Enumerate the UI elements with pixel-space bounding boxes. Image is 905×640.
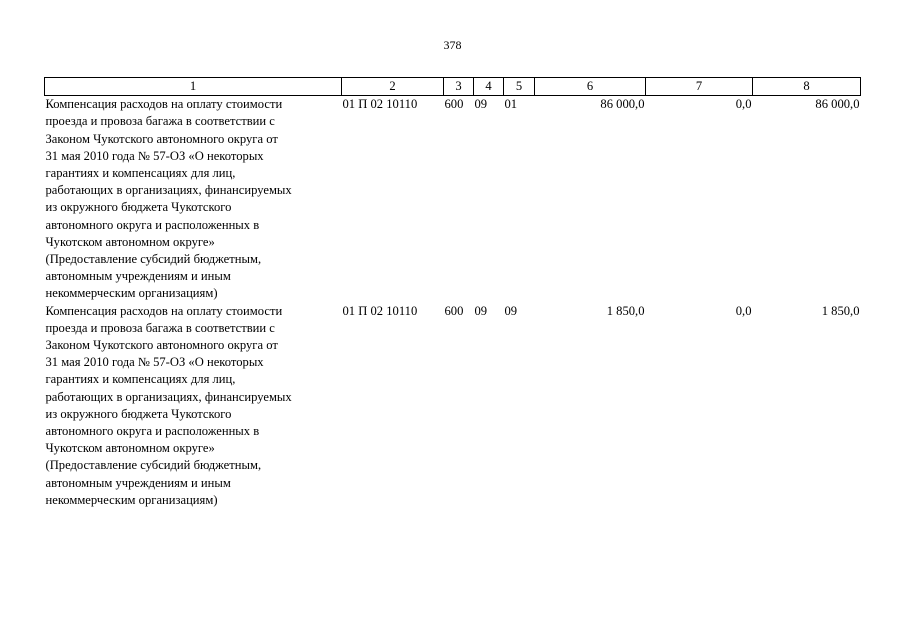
header-col-8: 8: [753, 78, 861, 96]
col-6-amount: 1 850,0: [606, 303, 645, 318]
name-line: некоммерческим организациям): [45, 286, 218, 301]
name-line: автономного округа и расположенных в: [45, 217, 260, 232]
name-line: работающих в организациях, финансируемых: [45, 389, 292, 404]
col-5-cell: 01: [504, 97, 518, 112]
page-number: 378: [443, 38, 462, 52]
col-3-cell: 600: [444, 97, 464, 112]
name-line: проезда и провоза багажа в соответствии с: [45, 114, 275, 129]
budget-table: [44, 77, 861, 509]
name-line: Компенсация расходов на оплату стоимости: [45, 303, 283, 318]
col-4-cell: 09: [474, 97, 488, 112]
name-line: Чукотском автономном округе»: [45, 441, 215, 456]
name-line: Компенсация расходов на оплату стоимости: [45, 97, 283, 112]
name-line: Законом Чукотского автономного округа от: [45, 338, 278, 353]
table-row: [45, 96, 861, 303]
header-col-1: 1: [45, 78, 342, 96]
name-line: 31 мая 2010 года № 57-ОЗ «О некоторых: [45, 355, 264, 370]
col-7-amount: 0,0: [735, 97, 752, 112]
header-col-3: 3: [444, 78, 474, 96]
header-col-6: 6: [535, 78, 646, 96]
name-line: 31 мая 2010 года № 57-ОЗ «О некоторых: [45, 148, 264, 163]
header-col-4: 4: [474, 78, 504, 96]
name-line: проезда и провоза багажа в соответствии с: [45, 320, 275, 335]
name-line: из окружного бюджета Чукотского: [45, 200, 232, 215]
col-5-cell: 09: [504, 303, 518, 318]
name-line: из окружного бюджета Чукотского: [45, 406, 232, 421]
code-cell: 01 П 02 10110: [342, 97, 418, 112]
col-4-cell: 09: [474, 303, 488, 318]
name-line: Чукотском автономном округе»: [45, 234, 215, 249]
name-line: работающих в организациях, финансируемых: [45, 183, 292, 198]
col-8-amount: 86 000,0: [815, 97, 860, 112]
header-col-7: 7: [646, 78, 753, 96]
name-line: автономным учреждениям и иным: [45, 269, 231, 284]
col-8-amount: 1 850,0: [821, 303, 860, 318]
name-line: автономным учреждениям и иным: [45, 475, 231, 490]
name-line: автономного округа и расположенных в: [45, 424, 260, 439]
header-col-5: 5: [504, 78, 535, 96]
table-row: [45, 303, 861, 509]
name-line: некоммерческим организациям): [45, 492, 218, 507]
name-line: Законом Чукотского автономного округа от: [45, 131, 278, 146]
name-line: гарантиях и компенсациях для лиц,: [45, 166, 236, 181]
table-header-row: [45, 78, 861, 96]
expense-name-cell: [45, 96, 342, 303]
col-7-amount: 0,0: [735, 303, 752, 318]
col-6-amount: 86 000,0: [600, 97, 645, 112]
col-3-cell: 600: [444, 303, 464, 318]
header-col-2: 2: [342, 78, 444, 96]
code-cell: 01 П 02 10110: [342, 303, 418, 318]
name-line: (Предоставление субсидий бюджетным,: [45, 458, 262, 473]
name-line: гарантиях и компенсациях для лиц,: [45, 372, 236, 387]
expense-name-cell: [45, 303, 342, 509]
name-line: (Предоставление субсидий бюджетным,: [45, 252, 262, 267]
